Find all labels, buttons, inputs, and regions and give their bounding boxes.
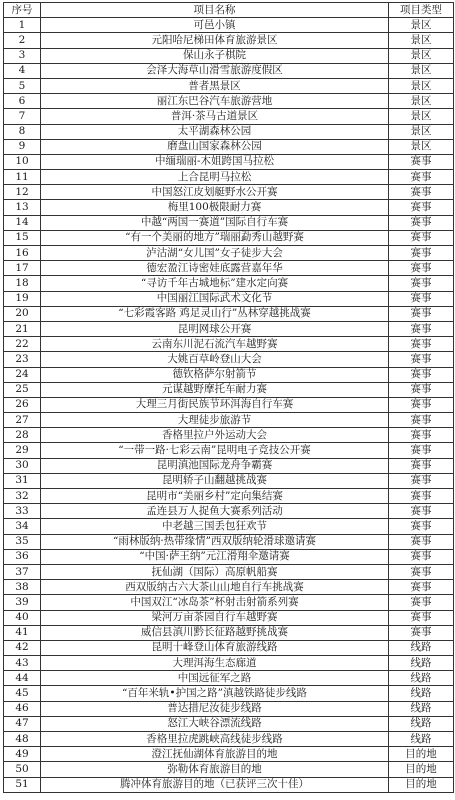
row-name-cell: “中国·萨王纳”元江滑翔伞邀请赛 [41,549,389,564]
row-type-cell: 赛事 [389,504,454,519]
row-name-cell: 云南东川泥石流汽车越野赛 [41,337,389,352]
row-name-cell: 大理洱海生态廊道 [41,656,389,671]
row-name-cell: 昆明市“美丽乡村”定向集结赛 [41,489,389,504]
table-row [4,48,454,63]
row-type-cell: 赛事 [389,580,454,595]
header-project-type: 项目类型 [389,3,454,18]
row-type-cell: 赛事 [389,246,454,261]
table-row [4,489,454,504]
row-name-cell: 元谋越野摩托车耐力赛 [41,382,389,397]
row-name-cell: 昆明十峰登山体育旅游线路 [41,640,389,655]
row-index-cell: 20 [4,306,41,321]
table-row [4,671,454,686]
row-name-cell: 泸沽湖“女儿国”女子徒步大会 [41,246,389,261]
row-index-cell: 44 [4,671,41,686]
table-row [4,352,454,367]
row-index-cell: 43 [4,656,41,671]
row-name-cell: 保山永子棋院 [41,48,389,63]
row-type-cell: 赛事 [389,519,454,534]
table-row [4,549,454,564]
row-index-cell: 41 [4,625,41,640]
row-name-cell: “寻访千年古城地标”建水定向赛 [41,276,389,291]
table-row [4,686,454,701]
table-row [4,716,454,731]
row-type-cell: 景区 [389,63,454,78]
row-index-cell: 36 [4,549,41,564]
row-name-cell: 可邑小镇 [41,18,389,33]
row-type-cell: 赛事 [389,170,454,185]
row-type-cell: 目的地 [389,777,454,792]
row-name-cell: 元阳哈尼梯田体育旅游景区 [41,33,389,48]
row-name-cell: 上合昆明马拉松 [41,170,389,185]
row-name-cell: 昆明轿子山翻越挑战赛 [41,473,389,488]
row-type-cell: 赛事 [389,276,454,291]
row-index-cell: 19 [4,291,41,306]
row-index-cell: 9 [4,139,41,154]
row-name-cell: 丽江东巴谷汽车旅游营地 [41,94,389,109]
table-row [4,610,454,625]
row-index-cell: 10 [4,154,41,169]
row-name-cell: 梅里100极限耐力赛 [41,200,389,215]
row-name-cell: 威信县滇川黔长征路越野挑战赛 [41,625,389,640]
row-name-cell: 腾冲体育旅游目的地（已获评三次十佳） [41,777,389,792]
row-type-cell: 赛事 [389,352,454,367]
row-index-cell: 8 [4,124,41,139]
row-name-cell: 德钦格萨尔射箭节 [41,367,389,382]
row-type-cell: 景区 [389,33,454,48]
row-index-cell: 34 [4,519,41,534]
row-name-cell: 澄江抚仙湖体育旅游目的地 [41,747,389,762]
row-type-cell: 景区 [389,48,454,63]
table-row [4,124,454,139]
row-type-cell: 赛事 [389,625,454,640]
row-index-cell: 29 [4,443,41,458]
table-row [4,519,454,534]
table-row [4,777,454,792]
row-name-cell: 中老越三国丢包狂欢节 [41,519,389,534]
row-index-cell: 14 [4,215,41,230]
row-type-cell: 线路 [389,671,454,686]
row-index-cell: 31 [4,473,41,488]
row-name-cell: 中越“两国一赛道”国际自行车赛 [41,215,389,230]
row-type-cell: 景区 [389,78,454,93]
table-row [4,78,454,93]
table-row [4,154,454,169]
table-row [4,640,454,655]
table-row [4,504,454,519]
table-row [4,595,454,610]
row-type-cell: 赛事 [389,413,454,428]
row-index-cell: 12 [4,185,41,200]
row-index-cell: 47 [4,716,41,731]
row-index-cell: 11 [4,170,41,185]
table-row [4,33,454,48]
row-type-cell: 景区 [389,18,454,33]
row-index-cell: 38 [4,580,41,595]
table-row [4,397,454,412]
row-type-cell: 赛事 [389,367,454,382]
table-row [4,382,454,397]
table-row [4,321,454,336]
row-type-cell: 赛事 [389,458,454,473]
row-type-cell: 线路 [389,701,454,716]
row-name-cell: 中缅瑞丽-木姐跨国马拉松 [41,154,389,169]
header-project-name: 项目名称 [41,3,389,18]
row-name-cell: “雨林版纳·热带缘情”西双版纳轮滑球邀请赛 [41,534,389,549]
row-index-cell: 40 [4,610,41,625]
row-type-cell: 目的地 [389,747,454,762]
row-type-cell: 赛事 [389,473,454,488]
row-name-cell: 香格里拉户外运动大会 [41,428,389,443]
table-row [4,200,454,215]
row-type-cell: 目的地 [389,762,454,777]
table-row [4,762,454,777]
row-name-cell: 昆明网球公开赛 [41,321,389,336]
row-type-cell: 赛事 [389,321,454,336]
row-index-cell: 13 [4,200,41,215]
table-header-row [4,3,454,18]
table-row [4,63,454,78]
row-type-cell: 赛事 [389,443,454,458]
row-name-cell: 普达措尼汝徒步线路 [41,701,389,716]
table-row [4,564,454,579]
row-name-cell: 磨盘山国家森林公园 [41,139,389,154]
row-type-cell: 赛事 [389,291,454,306]
table-row [4,215,454,230]
row-type-cell: 赛事 [389,397,454,412]
row-index-cell: 48 [4,732,41,747]
row-name-cell: 香格里拉虎跳峡高线徒步线路 [41,732,389,747]
row-type-cell: 赛事 [389,595,454,610]
table-row [4,732,454,747]
table-row [4,185,454,200]
row-type-cell: 赛事 [389,428,454,443]
row-index-cell: 3 [4,48,41,63]
row-name-cell: 会泽大海草山滑雪旅游度假区 [41,63,389,78]
row-name-cell: 普洱·茶马古道景区 [41,109,389,124]
row-name-cell: 抚仙湖（国际）高原帆船赛 [41,564,389,579]
row-index-cell: 50 [4,762,41,777]
row-name-cell: 昆明滇池国际龙舟争霸赛 [41,458,389,473]
row-type-cell: 赛事 [389,306,454,321]
row-index-cell: 1 [4,18,41,33]
table-row [4,428,454,443]
row-type-cell: 赛事 [389,382,454,397]
row-type-cell: 赛事 [389,230,454,245]
row-index-cell: 35 [4,534,41,549]
row-index-cell: 49 [4,747,41,762]
row-index-cell: 15 [4,230,41,245]
row-name-cell: 中国丽江国际武术文化节 [41,291,389,306]
table-row [4,170,454,185]
row-index-cell: 27 [4,413,41,428]
table-row [4,230,454,245]
row-index-cell: 17 [4,261,41,276]
row-name-cell: 弥勒体育旅游目的地 [41,762,389,777]
table-row [4,109,454,124]
row-index-cell: 24 [4,367,41,382]
project-table [3,2,454,793]
row-index-cell: 4 [4,63,41,78]
row-type-cell: 景区 [389,94,454,109]
row-index-cell: 21 [4,321,41,336]
table-row [4,261,454,276]
row-name-cell: 大理徒步旅游节 [41,413,389,428]
row-name-cell: 中国远征军之路 [41,671,389,686]
row-index-cell: 37 [4,564,41,579]
row-type-cell: 赛事 [389,549,454,564]
row-index-cell: 28 [4,428,41,443]
row-index-cell: 26 [4,397,41,412]
row-name-cell: 中国双江“冰岛茶”杯射击射箭系列赛 [41,595,389,610]
row-type-cell: 线路 [389,640,454,655]
row-name-cell: “一带一路·七彩云南”昆明电子竞技公开赛 [41,443,389,458]
row-name-cell: 西双版纳古六大茶山山地自行车挑战赛 [41,580,389,595]
row-name-cell: 德宏盈江诗密娃底露营嘉年华 [41,261,389,276]
row-type-cell: 赛事 [389,154,454,169]
row-type-cell: 线路 [389,716,454,731]
table-row [4,413,454,428]
row-type-cell: 线路 [389,686,454,701]
header-index: 序号 [4,3,41,18]
row-index-cell: 46 [4,701,41,716]
row-index-cell: 16 [4,246,41,261]
table-body [4,18,454,793]
row-index-cell: 6 [4,94,41,109]
table-row [4,701,454,716]
table-row [4,534,454,549]
row-index-cell: 51 [4,777,41,792]
row-name-cell: 大姚百草岭登山大会 [41,352,389,367]
row-type-cell: 景区 [389,139,454,154]
table-row [4,291,454,306]
row-name-cell: “百年米轨•护国之路”滇越铁路徒步线路 [41,686,389,701]
row-type-cell: 赛事 [389,489,454,504]
row-type-cell: 线路 [389,732,454,747]
row-type-cell: 赛事 [389,261,454,276]
row-name-cell: “有一个美丽的地方”瑞丽勐秀山越野赛 [41,230,389,245]
row-index-cell: 18 [4,276,41,291]
table-row [4,367,454,382]
row-name-cell: 怒江大峡谷漂流线路 [41,716,389,731]
table-row [4,94,454,109]
table-row [4,337,454,352]
row-type-cell: 景区 [389,124,454,139]
row-index-cell: 23 [4,352,41,367]
table-row [4,458,454,473]
table-row [4,656,454,671]
row-index-cell: 39 [4,595,41,610]
row-name-cell: 普者黑景区 [41,78,389,93]
table-row [4,747,454,762]
table-row [4,246,454,261]
row-name-cell: 梁河万亩茶园自行车越野赛 [41,610,389,625]
table-row [4,306,454,321]
row-index-cell: 7 [4,109,41,124]
table-row [4,139,454,154]
row-type-cell: 赛事 [389,185,454,200]
table-row [4,276,454,291]
row-index-cell: 25 [4,382,41,397]
table-row [4,580,454,595]
row-index-cell: 5 [4,78,41,93]
row-index-cell: 32 [4,489,41,504]
row-type-cell: 线路 [389,656,454,671]
row-type-cell: 赛事 [389,337,454,352]
row-name-cell: 中国怒江皮划艇野水公开赛 [41,185,389,200]
row-type-cell: 赛事 [389,564,454,579]
row-name-cell: 大理三月街民族节环洱海自行车赛 [41,397,389,412]
row-type-cell: 景区 [389,109,454,124]
row-index-cell: 33 [4,504,41,519]
row-type-cell: 赛事 [389,200,454,215]
row-index-cell: 42 [4,640,41,655]
row-index-cell: 30 [4,458,41,473]
table-row [4,443,454,458]
table-row [4,625,454,640]
row-name-cell: 孟连县万人捉鱼大赛系列活动 [41,504,389,519]
table-row [4,473,454,488]
row-type-cell: 赛事 [389,215,454,230]
row-type-cell: 赛事 [389,534,454,549]
row-index-cell: 2 [4,33,41,48]
row-type-cell: 赛事 [389,610,454,625]
row-index-cell: 45 [4,686,41,701]
row-index-cell: 22 [4,337,41,352]
row-name-cell: 太平湖森林公园 [41,124,389,139]
row-name-cell: “七彩霞客路 鸡足灵山行”丛林穿越挑战赛 [41,306,389,321]
table-row [4,18,454,33]
